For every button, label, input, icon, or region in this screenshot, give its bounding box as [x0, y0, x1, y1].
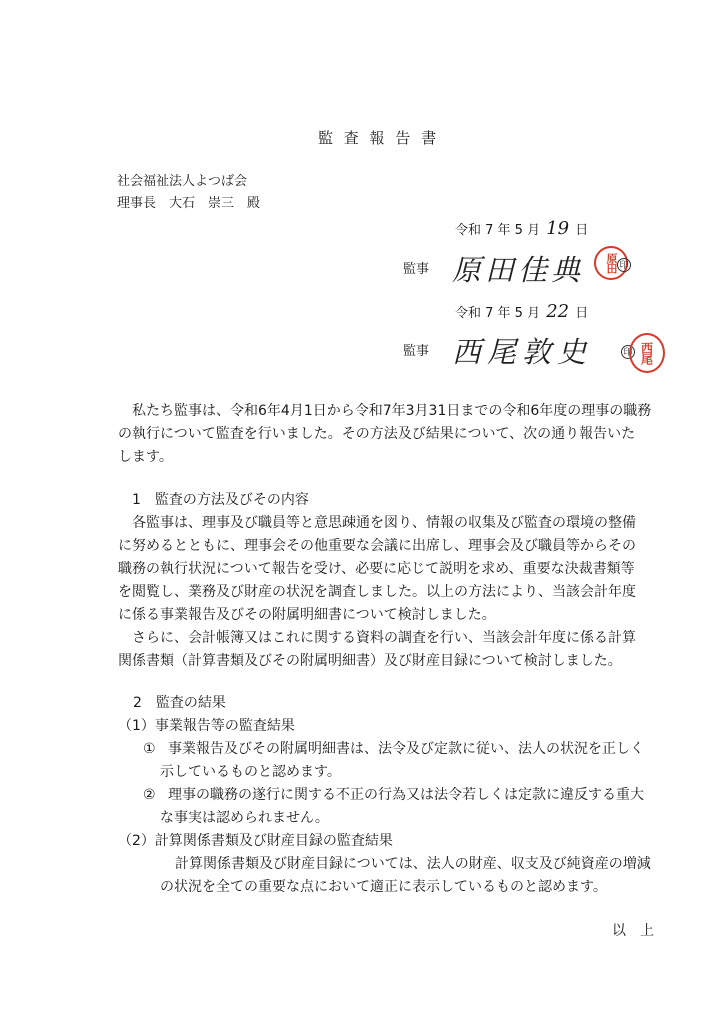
recipient-org: 社会福祉法人よつば会: [117, 174, 248, 189]
item2-line: 理事の職務の遂行に関する不正の行為又は法令若しくは定款に違反する重大: [168, 787, 644, 803]
auditor1-seal-mark: 印: [617, 258, 631, 272]
section1-line: 各監事は、理事及び職員等と意思疎通を図り、情報の収集及び監査の環境の整備: [118, 515, 636, 531]
item1-text: [160, 738, 644, 784]
section1-line: に努めるとともに、理事会その他重要な会議に出席し、理事会及び職員等からその: [118, 538, 636, 554]
auditor2-date-suffix: 日: [575, 306, 589, 321]
auditor2-signature: 西尾敦史: [452, 335, 593, 369]
item1-number: ①: [143, 741, 156, 757]
intro-line: の執行について監査を行いました。その方法及び結果について、次の通り報告いた: [118, 426, 636, 442]
section1-line: に係る事業報告及びその附属明細書について検討しました。: [118, 607, 496, 623]
recipient-person: 理事長 大石 崇三 殿: [117, 196, 261, 211]
sub1-heading: （1）事業報告等の監査結果: [118, 718, 295, 734]
section1-body: [118, 512, 636, 673]
intro-line: します。: [118, 449, 173, 465]
item2-text: [160, 784, 644, 830]
auditor1-date-day: 19: [546, 218, 570, 239]
sub2-line: の状況を全ての重要な点において適正に表示しているものと認めます。: [160, 879, 607, 895]
auditor1-date-prefix: 令和 7 年 5 月: [455, 223, 541, 238]
item1-line: 事業報告及びその附属明細書は、法令及び定款に従い、法人の状況を正しく: [168, 741, 644, 757]
sub2-heading: （2）計算関係書類及び財産目録の監査結果: [118, 833, 393, 849]
closing-mark: 以 上: [612, 923, 654, 939]
auditor1-signature: 原田佳典: [452, 253, 585, 287]
item2-line: な事実は認められません。: [160, 810, 329, 826]
section2-heading: 2 監査の結果: [133, 695, 226, 711]
auditor2-seal-text: 西尾: [639, 342, 654, 364]
sub2-line: 計算関係書類及び財産目録については、法人の財産、収支及び純資産の増減: [175, 856, 651, 872]
auditor1-role: 監事: [403, 262, 430, 277]
auditor1-seal-text: 原田: [605, 253, 618, 273]
auditor2-seal: [629, 333, 665, 373]
section1-line: を閲覧し、業務及び財産の状況を調査しました。以上の方法により、当該会計年度: [118, 584, 636, 600]
section1-line: さらに、会計帳簿又はこれに関する資料の調査を行い、当該会計年度に係る計算: [118, 630, 636, 646]
auditor1-date: [455, 218, 589, 239]
auditor2-role: 監事: [403, 344, 430, 359]
auditor2-date-prefix: 令和 7 年 5 月: [455, 306, 541, 321]
auditor2-seal-mark: 印: [621, 345, 635, 359]
intro-paragraph: [118, 400, 651, 469]
document-title: 監 査 報 告 書: [318, 129, 440, 147]
auditor2-date-day: 22: [546, 301, 570, 322]
section1-heading: 1 監査の方法及びその内容: [132, 492, 309, 508]
sub2-body: [160, 853, 651, 899]
item2-number: ②: [143, 787, 156, 803]
section1-line: 職務の執行状況について報告を受け、必要に応じて説明を求め、重要な決裁書類等: [118, 561, 635, 577]
intro-line: 私たち監事は、令和6年4月1日から令和7年3月31日までの令和6年度の理事の職務: [118, 403, 652, 419]
auditor2-date: [455, 301, 589, 322]
section1-line: 関係書類（計算書類及びその附属明細書）及び財産目録について検討しました。: [118, 653, 622, 669]
auditor1-date-suffix: 日: [575, 223, 589, 238]
item1-line: 示しているものと認めます。: [160, 764, 341, 780]
